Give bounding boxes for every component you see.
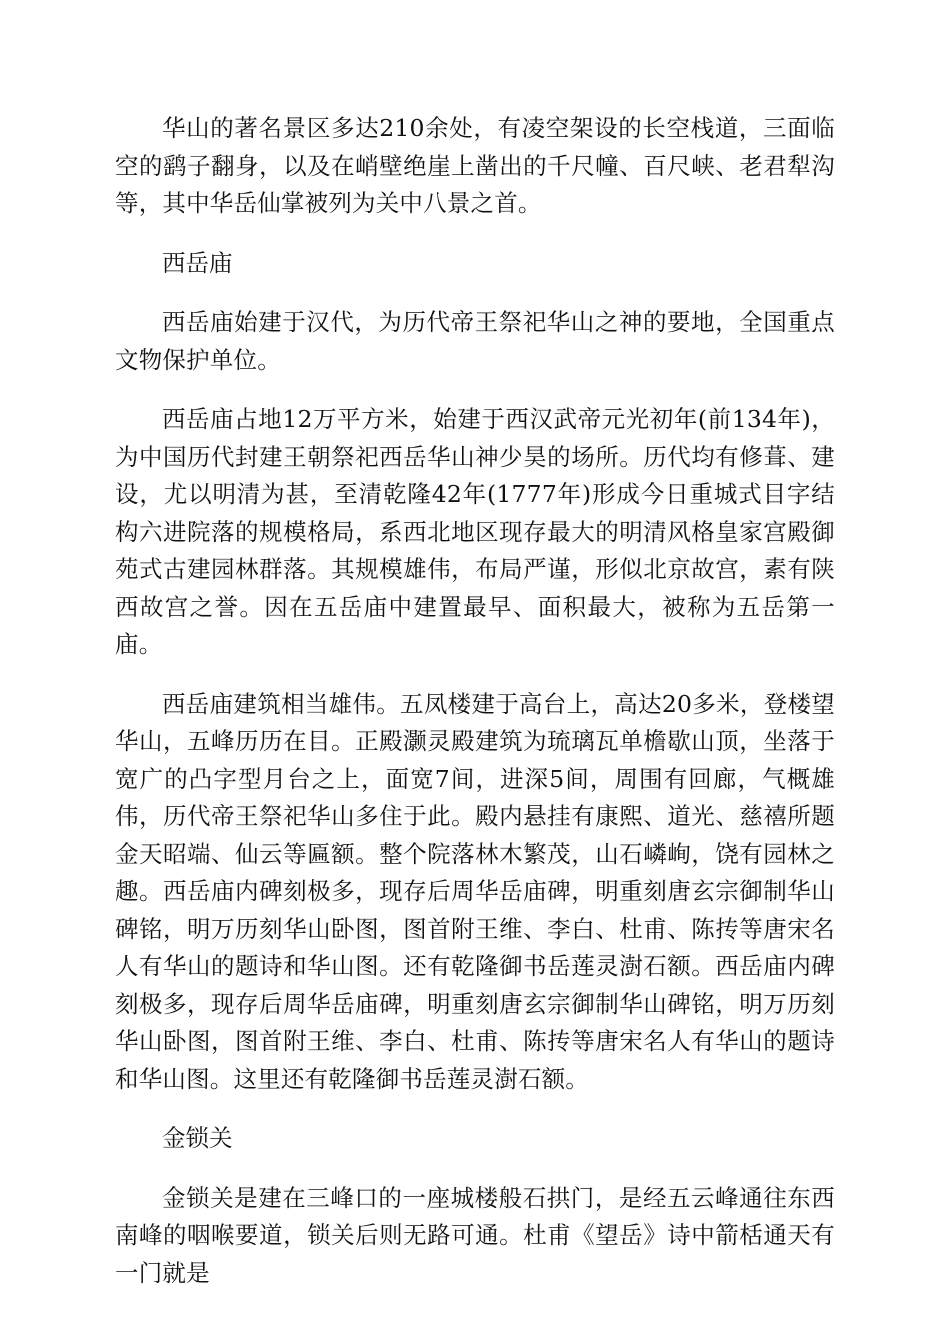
paragraph-xiyue-temple-intro: 西岳庙始建于汉代，为历代帝王祭祀华山之神的要地，全国重点文物保护单位。: [115, 308, 835, 374]
paragraph-huashan-scenic-areas: 华山的著名景区多达210余处，有凌空架设的长空栈道，三面临空的鹞子翻身，以及在峭壁绝崖上凿出的千尺幢、百尺峡、老君犁沟等，其中华岳仙掌被列为关中八景之首。: [115, 114, 835, 217]
section-heading-jinsuo-pass: 金锁关: [162, 1124, 233, 1152]
document-page: [115, 110, 835, 1314]
paragraph-jinsuo-pass: 金锁关是建在三峰口的一座城楼般石拱门，是经五云峰通往东西南峰的咽喉要道，锁关后则无路可通。杜甫《望岳》诗中箭栝通天有一门就是: [115, 1183, 835, 1287]
paragraph-xiyue-temple-architecture: 西岳庙建筑相当雄伟。五凤楼建于高台上，高达20多米，登楼望华山，五峰历历在目。正殿灏灵殿建筑为琉璃瓦单檐歇山顶，坐落于宽广的凸字型月台之上，面宽7间，进深5间，周围有回廊，气概雄伟，历代帝王祭祀华山多住于此。殿内悬挂有康熙、道光、慈禧所题金天昭端、仙云等匾额。整个院落林木繁茂，山石嶙峋，饶有园林之趣。西岳庙内碑刻极多，现存后周华岳庙碑，明重刻唐玄宗御制华山碑铭，明万历刻华山卧图，图首附王维、李白、杜甫、陈抟等唐宋名人有华山的题诗和华山图。还有乾隆御书岳莲灵澍石额。西岳庙内碑刻极多，现存后周华岳庙碑，明重刻唐玄宗御制华山碑铭，明万历刻华山卧图，图首附王维、李白、杜甫、陈抟等唐宋名人有华山的题诗和华山图。这里还有乾隆御书岳莲灵澍石额。: [115, 689, 835, 1093]
paragraph-xiyue-temple-history: 西岳庙占地12万平方米，始建于西汉武帝元光初年(前134年)，为中国历代封建王朝祭祀西岳华山神少昊的场所。历代均有修葺、建设，尤以明清为甚，至清乾隆42年(1777年)形成今日重城式目字结构六进院落的规模格局，系西北地区现存最大的明清风格皇家宫殿御苑式古建园林群落。其规模雄伟，布局严谨，形似北京故宫，素有陕西故宫之誉。因在五岳庙中建置最早、面积最大，被称为五岳第一庙。: [115, 405, 835, 658]
section-heading-xiyue-temple: 西岳庙: [162, 248, 233, 277]
